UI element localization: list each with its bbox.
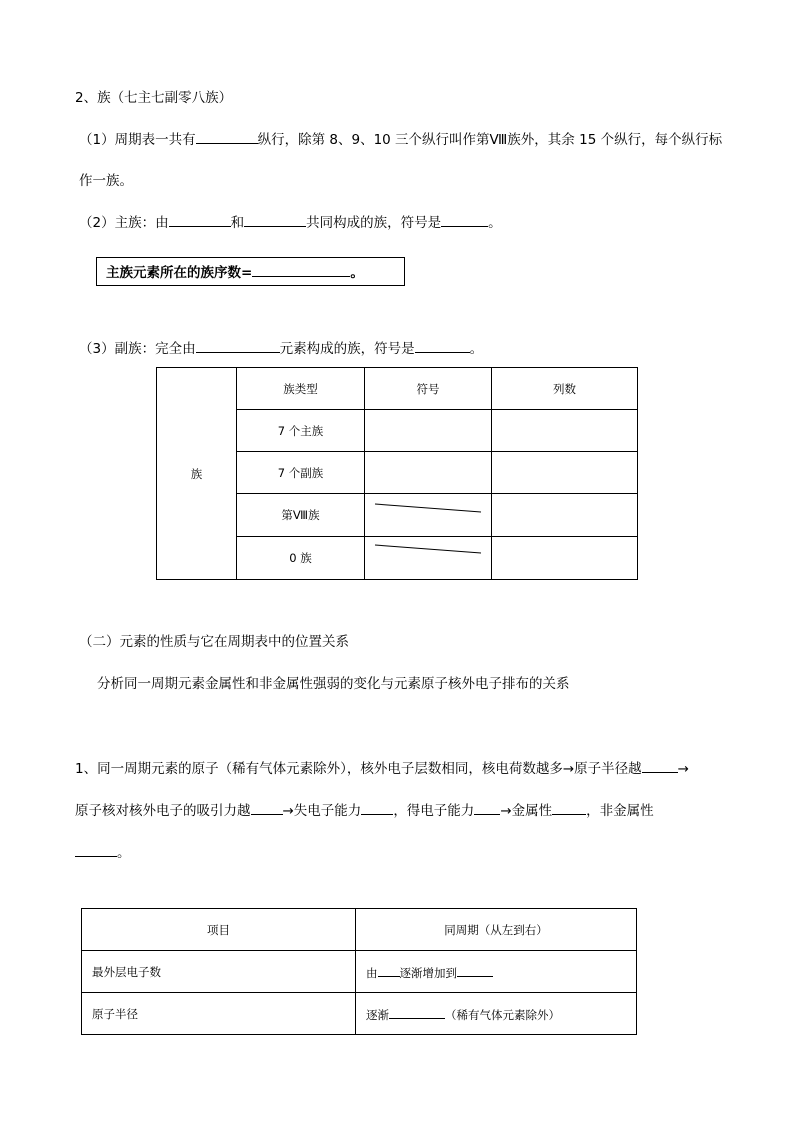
columns-cell[interactable] (492, 410, 638, 452)
columns-cell[interactable] (492, 452, 638, 494)
header-cell: 项目 (82, 909, 356, 951)
section-heading-groups (75, 88, 232, 108)
p3-text-b: 。 (117, 845, 131, 861)
fill-blank[interactable] (415, 338, 470, 353)
paragraph-1-line-3 (75, 842, 131, 863)
section-heading-properties (79, 632, 349, 652)
row-type-cell: 7 个副族 (237, 452, 365, 494)
p1-text-b: → (677, 761, 689, 777)
row-value-cell (356, 993, 637, 1035)
row-type-cell: 第Ⅷ族 (237, 494, 365, 537)
strike-line (365, 494, 491, 536)
item1-text-a: （1）周期表一共有 (79, 132, 196, 148)
fill-blank[interactable] (389, 1004, 445, 1019)
row2-val-b: （稀有气体元素除外） (445, 1008, 560, 1022)
p2-text-e: ，非金属性 (586, 803, 654, 819)
box-text (106, 262, 364, 283)
columns-cell[interactable] (492, 537, 638, 580)
symbol-cell[interactable] (365, 410, 492, 452)
symbol-cell-struck (365, 494, 492, 537)
fill-blank[interactable] (169, 212, 231, 227)
fill-blank[interactable] (196, 338, 280, 353)
columns-cell[interactable] (492, 494, 638, 537)
fill-blank[interactable] (642, 758, 678, 773)
row-value-cell (356, 951, 637, 993)
fill-blank[interactable] (457, 962, 493, 977)
fill-blank[interactable] (441, 212, 488, 227)
fill-blank[interactable] (474, 800, 500, 815)
box-text-a: 主族元素所在的族序数= (106, 265, 253, 281)
highlight-box (96, 257, 405, 286)
symbol-cell[interactable] (365, 452, 492, 494)
section-subheading (97, 674, 570, 694)
item-2-line (79, 212, 502, 233)
item1-text-b: 纵行，除第 8、9、10 三个纵行叫作第Ⅷ族外，其余 15 个纵行，每个纵行标 (257, 132, 723, 148)
strike-line (365, 537, 491, 579)
row1-val-a: 由 (366, 966, 378, 980)
p1-text-a: 1、同一周期元素的原子（稀有气体元素除外），核外电子层数相同，核电荷数越多→原子半径越 (75, 761, 642, 777)
item3-text-c: 。 (469, 341, 484, 357)
fill-blank[interactable] (552, 800, 586, 815)
header-cell: 同周期（从左到右） (356, 909, 637, 951)
fill-blank[interactable] (244, 212, 306, 227)
row-type-cell: 7 个主族 (237, 410, 365, 452)
row-label-cell: 最外层电子数 (82, 951, 356, 993)
item3-text-b: 元素构成的族，符号是 (279, 341, 415, 357)
header-cell: 列数 (492, 368, 638, 410)
period-trend-table (81, 908, 637, 1035)
item-1-line (79, 129, 722, 150)
header-cell: 符号 (365, 368, 492, 410)
p2-text-d: →金属性 (500, 803, 553, 819)
group-type-table (156, 367, 638, 580)
fill-blank[interactable] (251, 800, 283, 815)
subheading-text: 分析同一周期元素金属性和非金属性强弱的变化与元素原子核外电子排布的关系 (97, 676, 570, 692)
paragraph-1-line-2 (75, 800, 654, 821)
p2-text-c: ，得电子能力 (393, 803, 475, 819)
heading-text: （二）元素的性质与它在周期表中的位置关系 (79, 634, 349, 650)
item-1-continued (79, 171, 133, 191)
item1-text-c: 作一族。 (79, 173, 133, 189)
item2-text-a: （2）主族：由 (79, 215, 169, 231)
symbol-cell-struck (365, 537, 492, 580)
heading-text: 2、族（七主七副零八族） (75, 90, 233, 106)
fill-blank[interactable] (361, 800, 393, 815)
item2-text-d: 。 (488, 215, 502, 231)
p2-text-b: →失电子能力 (282, 803, 362, 819)
item2-text-b: 和 (230, 215, 245, 231)
item2-text-c: 共同构成的族，符号是 (306, 215, 442, 231)
item3-text-a: （3）副族：完全由 (79, 341, 196, 357)
fill-blank[interactable] (196, 129, 258, 144)
row-label-cell: 族 (157, 368, 237, 580)
header-cell: 族类型 (237, 368, 365, 410)
row2-val-a: 逐渐 (366, 1008, 389, 1022)
paragraph-1-line (75, 758, 689, 779)
row1-val-b: 逐渐增加到 (399, 966, 457, 980)
row-label-cell: 原子半径 (82, 993, 356, 1035)
box-text-b: 。 (350, 265, 364, 281)
fill-blank[interactable] (75, 842, 117, 857)
row-type-cell: 0 族 (237, 537, 365, 580)
item-3-line (79, 338, 483, 359)
fill-blank[interactable] (378, 962, 400, 977)
p2-text-a: 原子核对核外电子的吸引力越 (75, 803, 251, 819)
fill-blank[interactable] (252, 262, 350, 277)
